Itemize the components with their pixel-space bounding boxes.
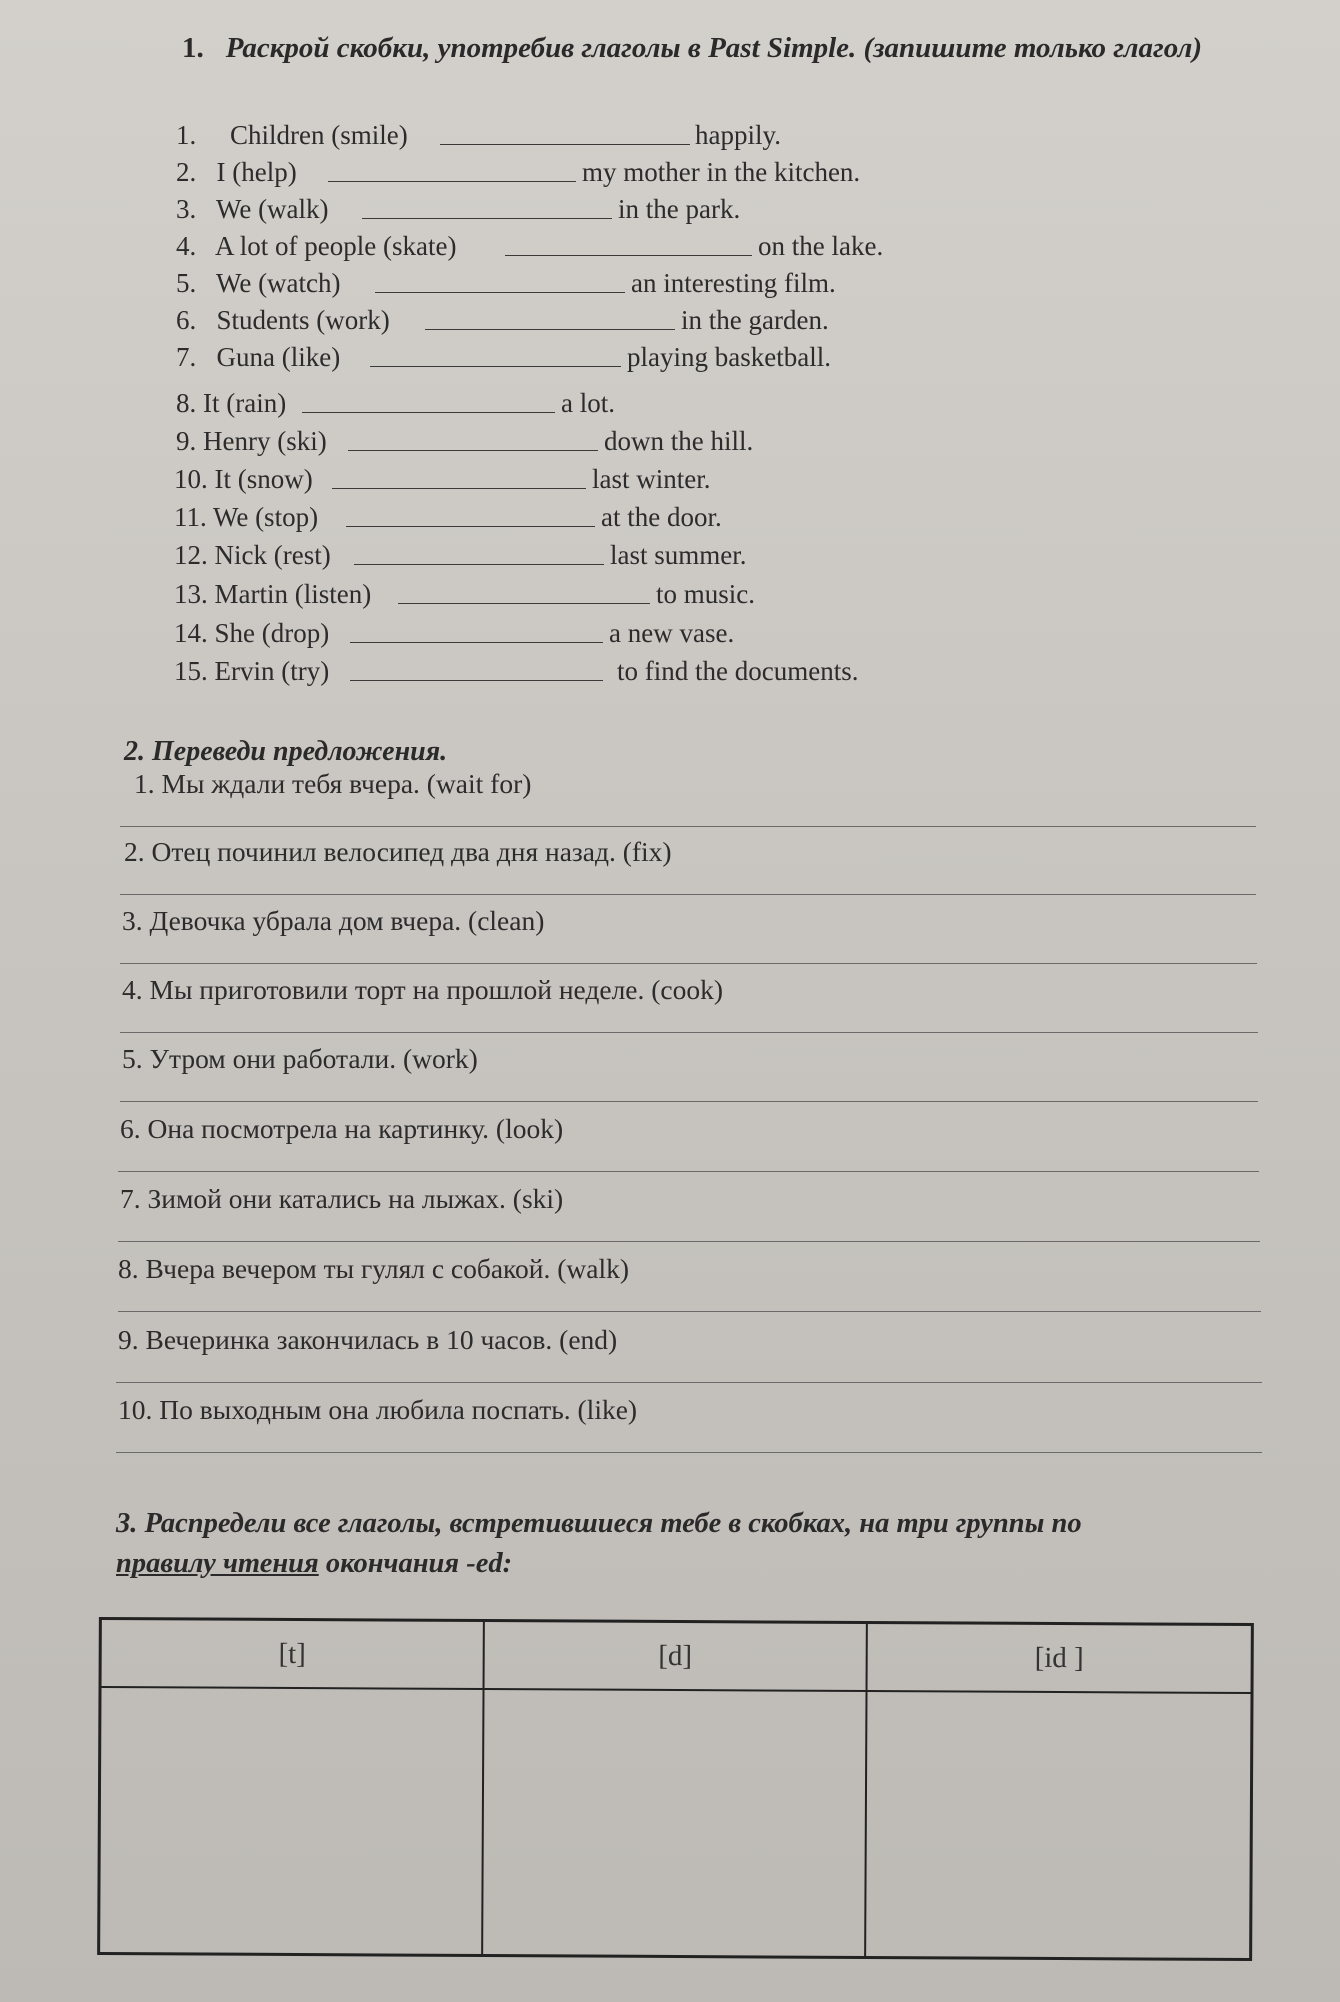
exercise-item <box>176 229 936 263</box>
table-header-id: [id ] <box>868 1624 1251 1694</box>
answer-blank[interactable] <box>354 564 604 565</box>
exercise-item-ending: a lot. <box>561 388 615 418</box>
exercise-item-ending: down the hill. <box>604 426 754 456</box>
exercise-item-prompt: 13. Martin (listen) <box>174 579 372 609</box>
answer-blank[interactable] <box>425 329 675 330</box>
exercise-item-prompt: 5. We (watch) <box>176 268 341 298</box>
answer-blank[interactable] <box>370 366 621 367</box>
table-header-d: [d] <box>485 1622 868 1692</box>
answer-blank[interactable] <box>362 218 612 219</box>
answer-blank[interactable] <box>440 144 690 145</box>
exercise-item <box>176 303 936 337</box>
exercise-item-ending: at the door. <box>601 502 722 532</box>
translation-sentence: 3. Девочка убрала дом вчера. (clean) <box>122 905 545 936</box>
exercise-item-ending: in the garden. <box>681 305 829 335</box>
table-cell-d[interactable] <box>483 1690 867 1956</box>
translation-answer-line[interactable] <box>120 1032 1258 1033</box>
translation-sentence: 7. Зимой они катались на лыжах. (ski) <box>120 1183 564 1214</box>
table-cell-id[interactable] <box>866 1692 1250 1958</box>
section3-heading-line1: 3. Распредели все глаголы, встретившиеся тебе в скобках, на три группы по <box>116 1508 1082 1539</box>
answer-blank[interactable] <box>332 488 586 489</box>
exercise-item-ending: to music. <box>656 579 755 609</box>
table-cell-t[interactable] <box>100 1688 484 1954</box>
table-header-t: [t] <box>102 1620 485 1690</box>
translation-answer-line[interactable] <box>118 1171 1259 1172</box>
exercise-item <box>176 386 936 420</box>
section3-heading-rest: окончания -ed: <box>318 1548 513 1579</box>
section3-heading-line2 <box>116 1548 512 1580</box>
section1-number: 1. <box>182 32 204 64</box>
section1-title: Раскрой скобки, употребив глаголы в Past Simple. (запишите только глагол) <box>225 32 1203 64</box>
translation-sentence: 9. Вечеринка закончилась в 10 часов. (end) <box>118 1324 618 1355</box>
translation-sentence: 6. Она посмотрела на картинку. (look) <box>120 1113 564 1144</box>
exercise-item-prompt: 9. Henry (ski) <box>176 426 327 456</box>
translation-answer-line[interactable] <box>120 1101 1258 1102</box>
exercise-item-ending: on the lake. <box>758 231 884 261</box>
translation-sentence: 1. Мы ждали тебя вчера. (wait for) <box>134 768 532 799</box>
exercise-item <box>174 538 934 572</box>
translation-sentence: 8. Вчера вечером ты гулял с собакой. (walk) <box>118 1253 630 1284</box>
exercise-item-ending: playing basketball. <box>627 342 831 372</box>
exercise-item-ending: last winter. <box>592 464 711 494</box>
exercise-item-ending: a new vase. <box>609 618 735 648</box>
exercise-item-ending: my mother in the kitchen. <box>582 157 861 187</box>
translation-answer-line[interactable] <box>116 1452 1262 1453</box>
translation-sentence: 10. По выходным она любила поспать. (like) <box>118 1394 638 1425</box>
translation-answer-line[interactable] <box>116 1382 1262 1383</box>
exercise-item-prompt: 12. Nick (rest) <box>174 540 331 570</box>
translation-sentence: 4. Мы приготовили торт на прошлой неделе. (cook) <box>122 974 724 1005</box>
answer-blank[interactable] <box>505 255 752 256</box>
translation-sentence: 2. Отец починил велосипед два дня назад. (fix) <box>124 836 672 867</box>
translation-answer-line[interactable] <box>120 826 1256 827</box>
exercise-item <box>174 500 934 534</box>
exercise-item-ending: happily. <box>695 120 781 150</box>
answer-blank[interactable] <box>348 450 598 451</box>
exercise-item <box>174 654 934 688</box>
exercise-item-prompt: 1. Children (smile) <box>176 120 408 150</box>
answer-blank[interactable] <box>328 181 576 182</box>
answer-blank[interactable] <box>375 292 625 293</box>
exercise-item <box>176 266 936 300</box>
exercise-item-prompt: 4. A lot of people (skate) <box>176 231 457 261</box>
exercise-item-ending: last summer. <box>610 540 747 570</box>
exercise-item-prompt: 10. It (snow) <box>174 464 313 494</box>
section2-heading: 2. Переведи предложения. <box>124 736 448 767</box>
exercise-item <box>174 616 934 650</box>
exercise-item <box>174 577 934 611</box>
answer-blank[interactable] <box>302 412 555 413</box>
exercise-item <box>176 340 936 374</box>
exercise-item <box>176 424 936 458</box>
translation-answer-line[interactable] <box>120 894 1256 895</box>
answer-blank[interactable] <box>350 680 603 681</box>
translation-answer-line[interactable] <box>118 1311 1261 1312</box>
exercise-item <box>176 155 936 189</box>
exercise-item-prompt: 11. We (stop) <box>174 502 319 532</box>
translation-answer-line[interactable] <box>120 963 1257 964</box>
exercise-item-prompt: 6. Students (work) <box>176 305 390 335</box>
exercise-item-ending: to find the documents. <box>617 656 859 686</box>
section3-underlined-phrase: правилу чтения <box>116 1548 319 1579</box>
exercise-item-prompt: 8. It (rain) <box>176 388 287 418</box>
translation-answer-line[interactable] <box>118 1241 1260 1242</box>
exercise-item-prompt: 3. We (walk) <box>176 194 329 224</box>
exercise-item-ending: an interesting film. <box>631 268 836 298</box>
exercise-item-prompt: 2. I (help) <box>176 157 297 187</box>
exercise-item <box>174 462 934 496</box>
answer-blank[interactable] <box>398 603 650 604</box>
exercise-item <box>176 192 936 226</box>
exercise-item-ending: in the park. <box>618 194 741 224</box>
answer-blank[interactable] <box>350 642 603 643</box>
exercise-item-prompt: 14. She (drop) <box>174 618 330 648</box>
translation-sentence: 5. Утром они работали. (work) <box>122 1043 478 1074</box>
ed-pronunciation-table <box>97 1617 1254 1961</box>
exercise-item-prompt: 15. Ervin (try) <box>174 656 330 686</box>
answer-blank[interactable] <box>346 526 595 527</box>
exercise-item <box>176 118 936 152</box>
exercise-item-prompt: 7. Guna (like) <box>176 342 341 372</box>
section1-heading <box>182 32 1202 65</box>
